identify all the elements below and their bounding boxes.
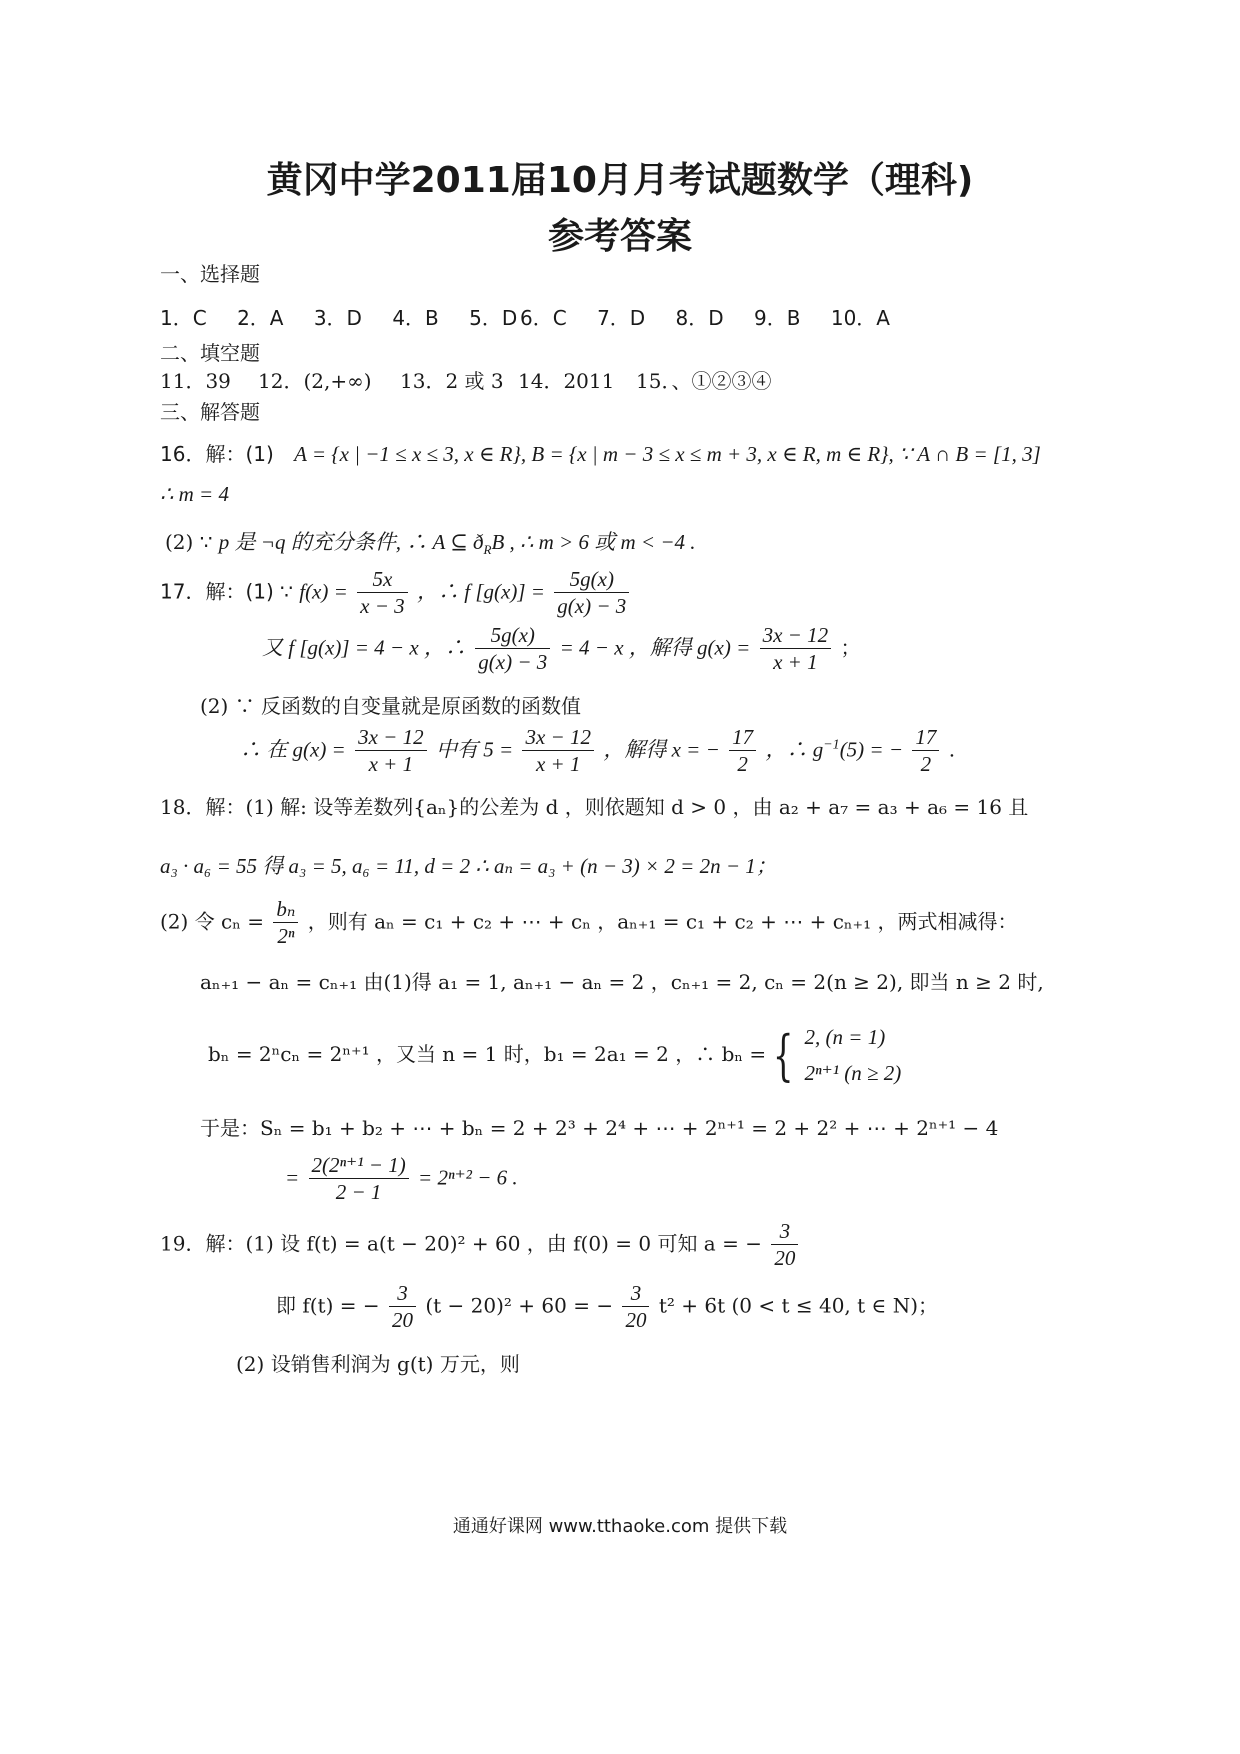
page-subtitle: 参考答案 [547,216,692,257]
q17-line-4: ∴ 在 g(x) = $\frac{3x - 12}{x + 1}$ 中有 5 = $\frac{3x - 12}{x + 1}$ ，解得 x = − $\frac{17}{2}$ ，∴ $g^{-1}(5)$ = − $\frac{17}{2}$ . [240,725,956,777]
q18-line-4: aₙ₊₁ − aₙ = cₙ₊₁ 由(1)得 a₁ = 1, aₙ₊₁ − aₙ = 2 ，cₙ₊₁ = 2, cₙ = 2(n ≥ 2), 即当 n ≥ 2 时, [200,970,1044,994]
choice-answer: 7．D [597,306,646,330]
choice-answer: 5．D [469,306,518,330]
q18-line-1: 18．解：(1) 解: 设等差数列{aₙ}的公差为 d ，则依题知 d > 0 ，由 a₂ + a₇ = a₃ + a₆ = 16 且 [160,795,1029,819]
choice-answer: 1．C [160,306,207,330]
choice-answers-row2 [520,302,890,331]
fill-answer: 14．2011 [518,369,615,393]
section-fill-heading: 二、填空题 [160,341,260,365]
q19-line-3: (2) 设销售利润为 g(t) 万元，则 [236,1352,520,1376]
choice-answer: 3．D [313,306,362,330]
choice-answer: 4．B [392,306,439,330]
fill-answer: 11．39 [160,369,231,393]
page-footer: 通通好课网 www.tthaoke.com 提供下载 [452,1516,788,1537]
section-choice-heading: 一、选择题 [160,262,260,286]
q18-line-3: (2) 令 cₙ = $\frac{\text{bₙ}}{\text{2ⁿ}}$ ，则有 aₙ = c₁ + c₂ + ⋯ + cₙ ，aₙ₊₁ = c₁ + c₂ + ⋯ + cₙ₊₁ ，两式相减得： [160,897,1018,949]
choice-answer: 6．C [520,306,567,330]
page-title: 黄冈中学2011届10月月考试题数学（理科) [266,160,974,201]
choice-answer: 10．A [830,306,890,330]
choice-answers-row1 [160,302,517,331]
q18-line-6: 于是：Sₙ = b₁ + b₂ + ⋯ + bₙ = 2 + 2³ + 2⁴ + ⋯ + 2ⁿ⁺¹ = 2 + 2² + ⋯ + 2ⁿ⁺¹ − 4 [200,1116,999,1140]
q18-line-2: a₃ · a₆ = 55 得 a₃ = 5, a₆ = 11, d = 2 ∴ aₙ = a₃ + (n − 3) × 2 = 2n − 1； [160,854,777,878]
q19-line-2: 即 f(t) = − $\frac{3}{20}$ (t − 20)² + 60 = − $\frac{3}{20}$ t² + 6t (0 < t ≤ 40, t ∈ N)； [276,1281,938,1333]
q16-line-1: 16．解：(1) A = {x | −1 ≤ x ≤ 3, x ∈ R}, B = {x | m − 3 ≤ x ≤ m + 3, x ∈ R, m ∈ R}, ∵ A ∩ B = [1, 3] [160,442,1041,466]
q17-line-1: 17．解：(1) ∵ f(x) = $\frac{5x}{x - 3}$ ，∴ f [g(x)] = $\frac{5g(x)}{g(x) - 3}$ [160,566,632,620]
choice-answer: 9．B [754,306,801,330]
section-solve-heading: 三、解答题 [160,400,260,424]
fill-answer: 15．、①②③④ [636,369,772,393]
q18-line-7: = $\frac{\text{2(2ⁿ⁺¹ − 1)}}{2 - 1}$ = 2ⁿ⁺² − 6 . [285,1153,518,1205]
q17-line-2: 又 f [g(x)] = 4 − x ，∴ $\frac{5g(x)}{g(x) - 3}$ = 4 − x ，解得 g(x) = $\frac{3x - 12}{x + 1}$ ； [262,623,861,675]
q17-line-3: (2) ∵ 反函数的自变量就是原函数的函数值 [200,694,582,718]
q16-line-3: (2) ∵ p 是 ¬q 的充分条件, ∴ A ⊆ $ð_RB$ , ∴ m > 6 或 m < −4 . [165,530,696,557]
q19-line-1: 19．解：(1) 设 f(t) = a(t − 20)² + 60 ，由 f(0) = 0 可知 a = − $\frac{3}{20}$ [160,1218,801,1272]
choice-answer: 2．A [237,306,284,330]
fill-answer: 12．(2,+∞) [258,369,372,393]
fill-answer: 13．2 或 3 [400,369,504,393]
q16-line-2: ∴ m = 4 [160,482,229,506]
q18-line-5: bₙ = 2ⁿcₙ = 2ⁿ⁺¹ ，又当 n = 1 时，b₁ = 2a₁ = 2 ，∴ bₙ = { 2, (n = 1) 2ⁿ⁺¹ (n ≥ 2) [208,1023,902,1087]
choice-answer: 8．D [675,306,724,330]
